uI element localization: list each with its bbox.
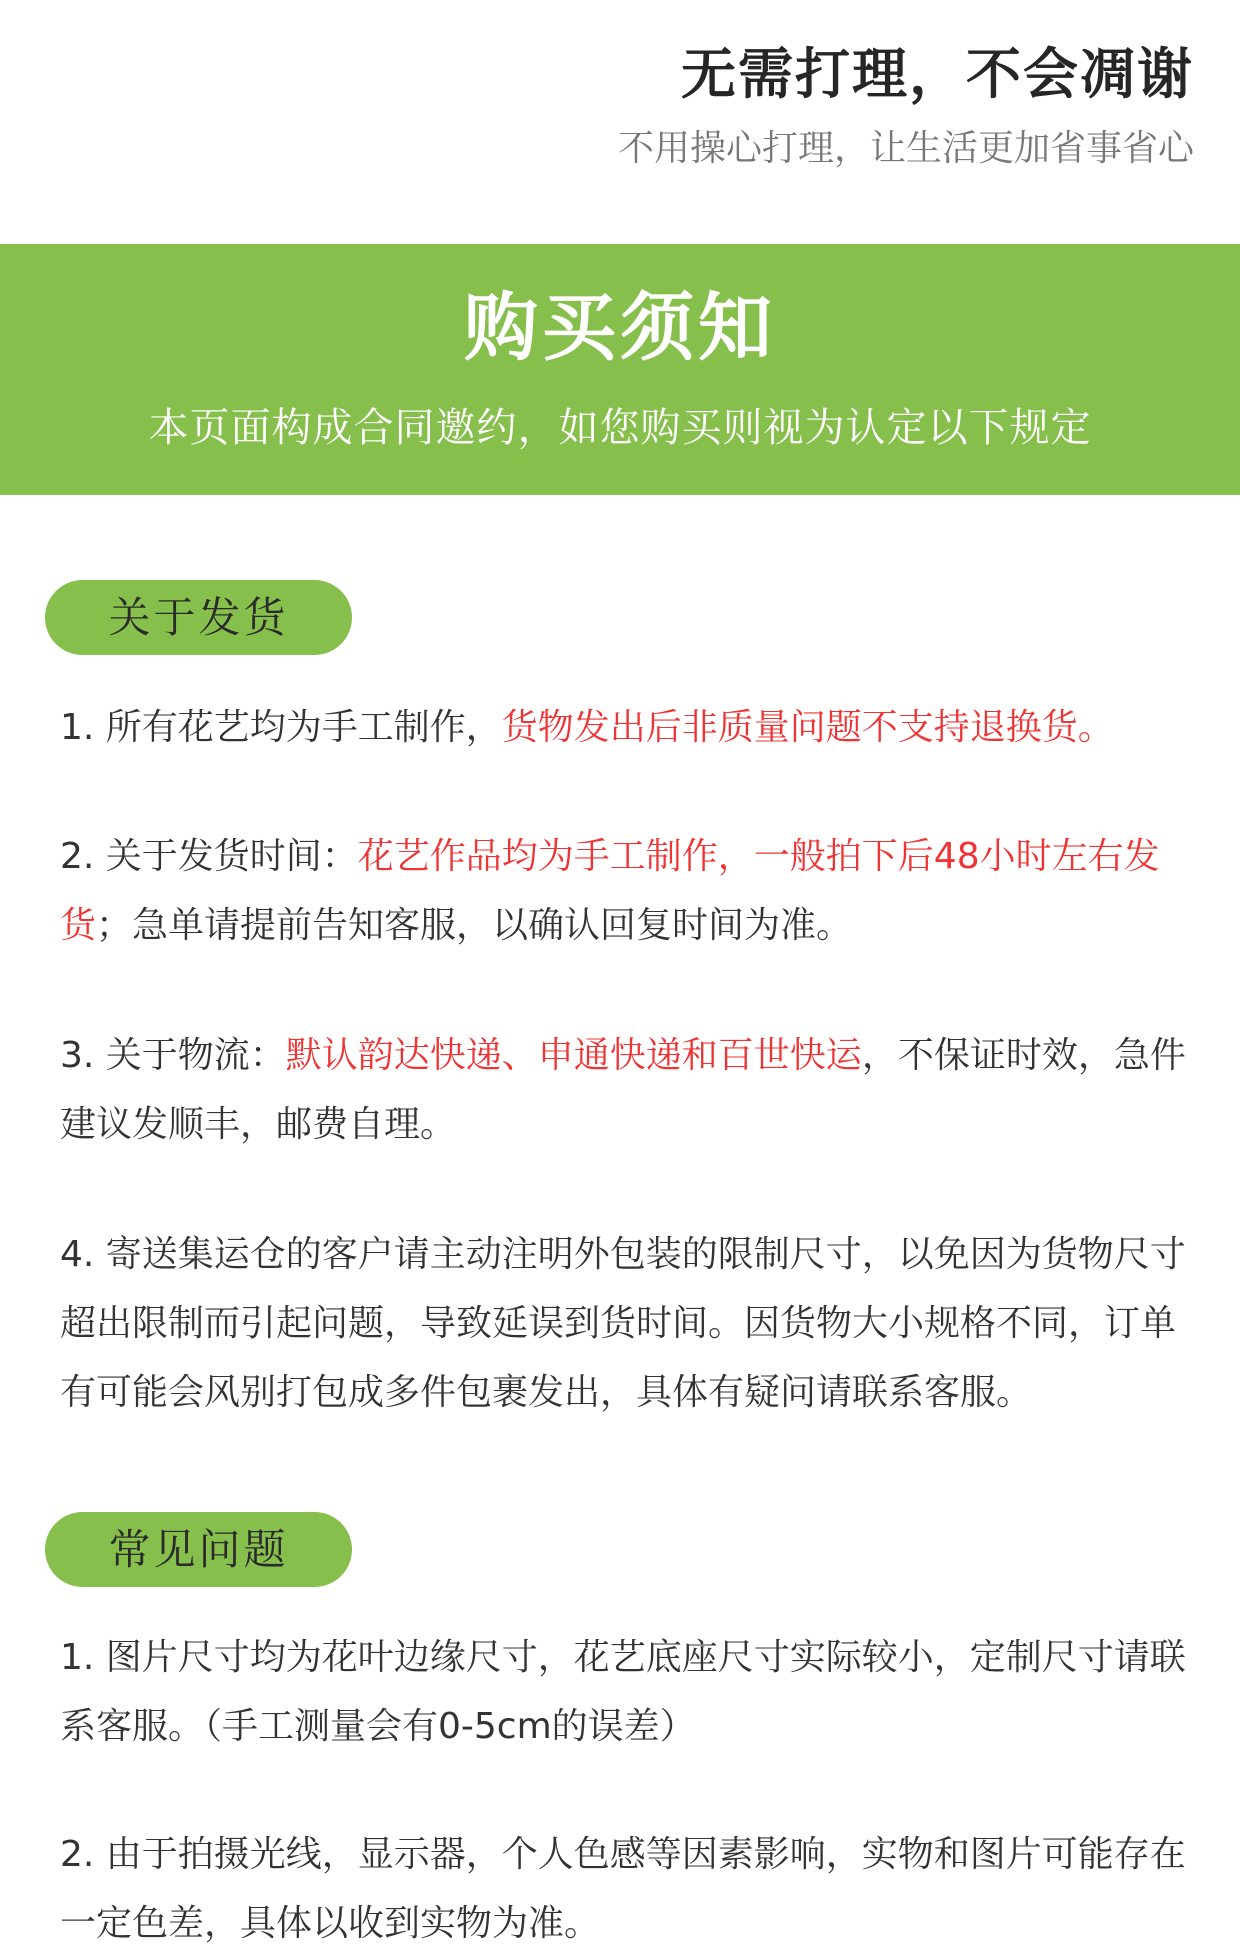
faq-item-1 bbox=[60, 1623, 1190, 1761]
shipping-item-2-text: 2. 关于发货时间： bbox=[60, 836, 358, 877]
faq-item-1-text: 1. 图片尺寸均为花叶边缘尺寸，花艺底座尺寸实际较小，定制尺寸请联系客服。（手工测量会有0-5cm的误差） bbox=[60, 1637, 1186, 1747]
shipping-item-4 bbox=[60, 1220, 1190, 1427]
shipping-item-1 bbox=[60, 693, 1190, 762]
purchase-notice-banner bbox=[0, 244, 1240, 495]
headline: 无需打理，不会凋谢 bbox=[680, 42, 1194, 106]
shipping-item-3-tail: ，不保证时效，急件建议发顺丰，邮费自理。 bbox=[60, 1035, 1186, 1145]
headline-subtitle: 不用操心打理，让生活更加省事省心 bbox=[617, 128, 1194, 169]
shipping-item-3-text: 3. 关于物流： bbox=[60, 1035, 286, 1076]
shipping-item-1-highlight: 货物发出后非质量问题不支持退换货。 bbox=[501, 707, 1114, 748]
shipping-item-3 bbox=[60, 1021, 1190, 1159]
banner-subtitle: 本页面构成合同邀约，如您购买则视为认定以下规定 bbox=[148, 405, 1092, 451]
shipping-item-2 bbox=[60, 822, 1190, 960]
faq-item-2-text: 2. 由于拍摄光线，显示器，个人色感等因素影响，实物和图片可能存在一定色差，具体以收到实物为准。 bbox=[60, 1834, 1186, 1944]
shipping-item-2-highlight: 花艺作品均为手工制作，一般拍下后48小时左右发货 bbox=[60, 836, 1160, 946]
faq-item-2 bbox=[60, 1820, 1190, 1958]
shipping-item-2-tail: ；急单请提前告知客服，以确认回复时间为准。 bbox=[96, 905, 853, 946]
shipping-item-1-text: 1. 所有花艺均为手工制作， bbox=[60, 707, 502, 748]
top-heading bbox=[0, 0, 1240, 244]
shipping-section-heading: 关于发货 bbox=[45, 580, 352, 655]
banner-title: 购买须知 bbox=[464, 285, 776, 371]
faq-section-heading: 常见问题 bbox=[45, 1512, 352, 1587]
shipping-item-4-text: 4. 寄送集运仓的客户请主动注明外包装的限制尺寸，以免因为货物尺寸超出限制而引起问题，导致延误到货时间。因货物大小规格不同，订单有可能会风别打包成多件包裹发出，具体有疑问请联系客服。 bbox=[60, 1234, 1186, 1413]
shipping-item-3-highlight: 默认韵达快递、申通快递和百世快运 bbox=[285, 1035, 862, 1076]
